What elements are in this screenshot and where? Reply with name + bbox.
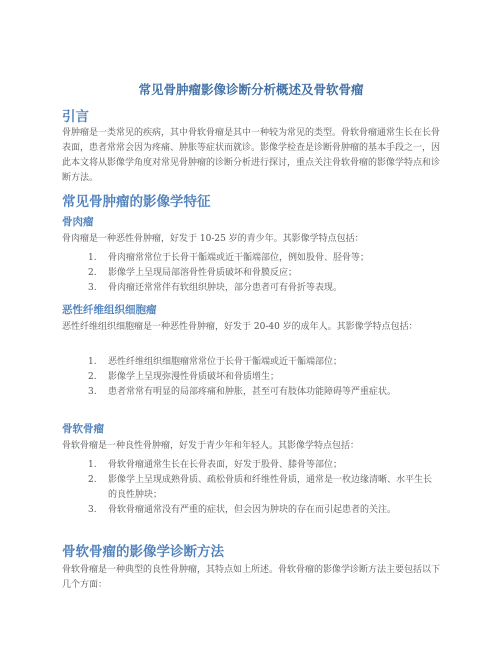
- osteochondroma-paragraph: 骨软骨瘤是一种良性骨肿瘤，好发于青少年和年轻人。其影像学特点包括：: [62, 441, 360, 451]
- list-item: [62, 473, 440, 503]
- list-item: [62, 266, 440, 281]
- heading-methods: 骨软骨瘤的影像学诊断方法: [62, 544, 224, 560]
- heading-features: 常见骨肿瘤的影像学特征: [62, 194, 211, 210]
- list-text: 影像学上呈现局部溶骨性骨质破坏和骨膜反应；: [108, 268, 298, 278]
- list-number: 1.: [88, 357, 97, 367]
- list-text: 影像学上呈现弥漫性骨质破坏和骨质增生；: [108, 372, 280, 382]
- osteosarcoma-paragraph: 骨肉瘤是一种恶性骨肿瘤，好发于 10-25 岁的青少年。其影像学特点包括：: [62, 234, 364, 244]
- methods-paragraph: 骨软骨瘤是一种典型的良性骨肿瘤，其特点如上所述。骨软骨瘤的影像学诊断方法主要包括以下几个方面：: [62, 565, 441, 590]
- heading-intro: 引言: [62, 109, 89, 125]
- heading-osteochondroma: 骨软骨瘤: [62, 423, 104, 435]
- list-number: 2.: [88, 268, 97, 278]
- list-text: 骨软骨瘤通常生长在长骨表面，好发于股骨、膝骨等部位；: [108, 460, 343, 470]
- list-text: 患者常常有明显的局部疼痛和肿胀，甚至可有肢体功能障碍等严重症状。: [108, 387, 397, 397]
- list-item: [62, 281, 440, 296]
- intro-paragraph: 骨肿瘤是一类常见的疾病，其中骨软骨瘤是其中一种较为常见的类型。骨软骨瘤通常生长在长骨表面，患者常常会因为疼痛、肿胀等症状而就诊。影像学检查是诊断骨肿瘤的基本手段之一，因此本文将从影像学角度对常见骨肿瘤的诊断分析进行探讨，重点关注骨软骨瘤的影像学特点和诊断方法。: [62, 128, 441, 183]
- list-number: 3.: [88, 283, 97, 293]
- list-number: 2.: [88, 475, 97, 485]
- list-item: [62, 385, 440, 400]
- mfh-paragraph: 恶性纤维组织细胞瘤是一种恶性骨肿瘤，好发于 20-40 岁的成年人。其影像学特点包括：: [62, 322, 418, 332]
- list-text: 影像学上呈现成熟骨质、疏松骨质和纤维性骨质，通常是一枚边缘清晰、水平生长的良性肿块；: [108, 475, 433, 500]
- heading-mfh: 恶性纤维组织细胞瘤: [62, 304, 157, 316]
- list-number: 3.: [88, 387, 97, 397]
- list-item: [62, 370, 440, 385]
- list-number: 3.: [88, 505, 97, 515]
- list-text: 骨肉瘤还常常伴有软组织肿块，部分患者可有骨折等表现。: [108, 283, 343, 293]
- list-text: 恶性纤维组织细胞瘤常常位于长骨干骺端或近干骺端部位；: [108, 357, 343, 367]
- list-item: [62, 251, 440, 266]
- list-item: [62, 355, 440, 370]
- list-item: [62, 503, 440, 518]
- list-item: [62, 458, 440, 473]
- heading-osteosarcoma: 骨肉瘤: [62, 216, 94, 228]
- document-title: 常见骨肿瘤影像诊断分析概述及骨软骨瘤: [138, 82, 364, 97]
- list-number: 1.: [88, 460, 97, 470]
- list-number: 1.: [88, 253, 97, 263]
- list-text: 骨肉瘤常常位于长骨干骺端或近干骺端部位，例如股骨、胫骨等；: [108, 253, 370, 263]
- list-number: 2.: [88, 372, 97, 382]
- list-text: 骨软骨瘤通常没有严重的症状，但会因为肿块的存在而引起患者的关注。: [108, 505, 397, 515]
